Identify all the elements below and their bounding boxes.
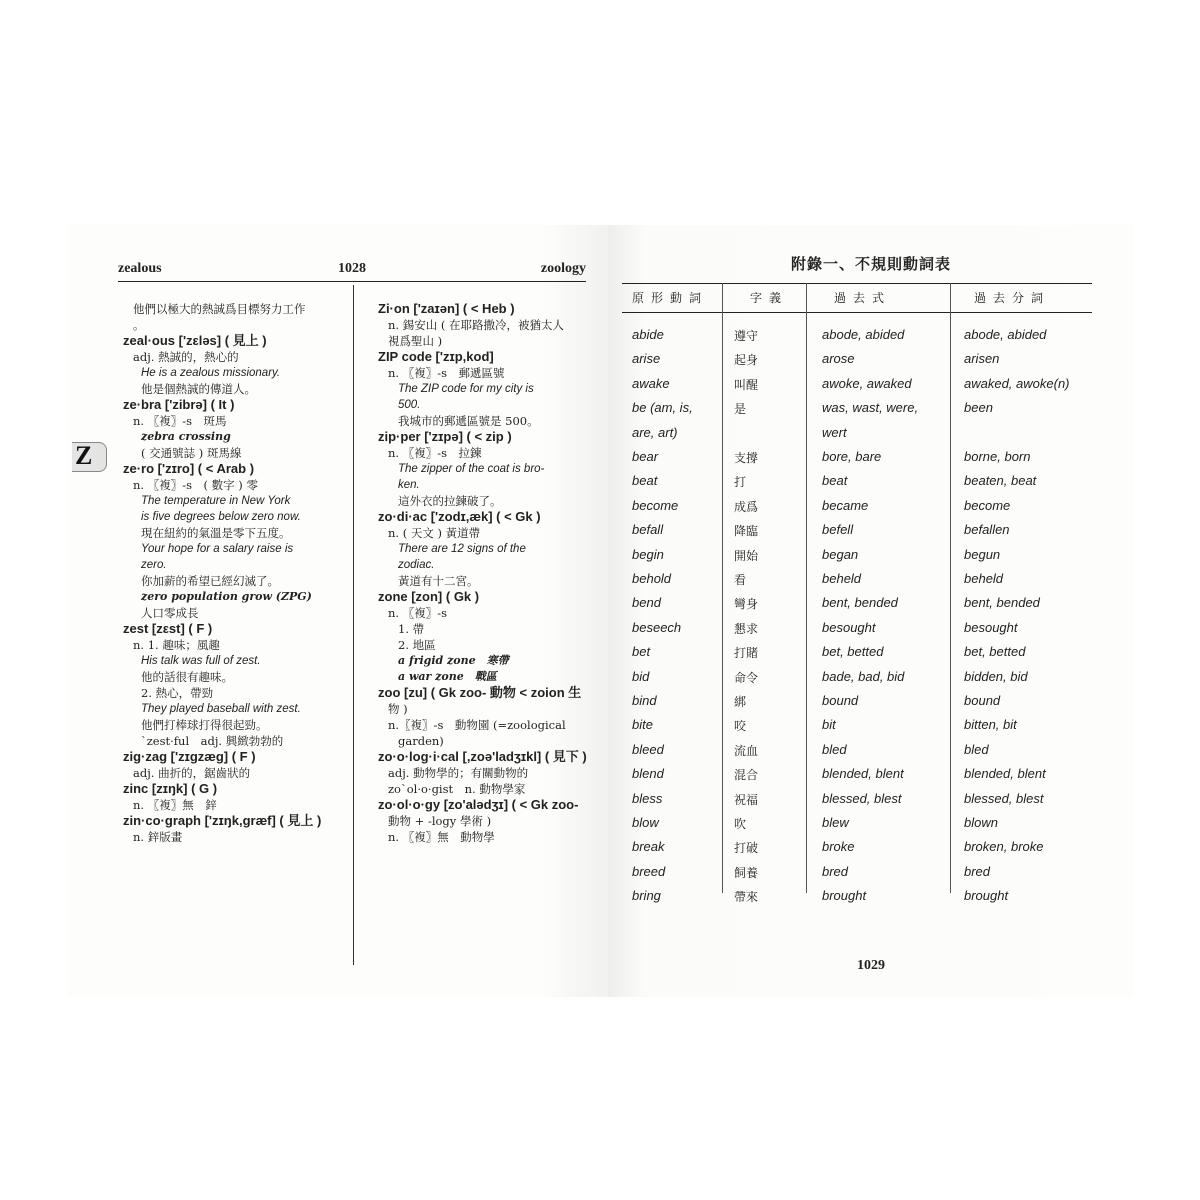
entry-headword: zinc [zɪŋk] ( G ) — [123, 781, 218, 796]
past-tense-cell: was, wast, were, — [822, 400, 919, 416]
past-participle-cell: bitten, bit — [964, 717, 1017, 733]
table-header — [622, 283, 1092, 313]
column-rule — [722, 283, 723, 893]
base-form-cell: beseech — [632, 619, 682, 635]
entry-line: n. 〖複〗無 鋅 — [133, 798, 217, 812]
past-participle-cell: awaked, awoke(n) — [964, 375, 1070, 391]
left-page-number: 1028 — [338, 261, 366, 276]
entry-line: n.〖複〗-s 動物園 (=zoological — [388, 718, 566, 732]
entry-line: 1. 帶 — [398, 622, 425, 636]
entry-line: 他的話很有趣味。 — [141, 670, 233, 684]
entry-line: n. 〖複〗-s 斑馬 — [133, 414, 227, 428]
base-form-cell: bleed — [632, 741, 664, 757]
entry-line: 500. — [398, 399, 421, 411]
past-tense-cell: broke — [822, 839, 855, 855]
base-form-cell: be (am, is, — [632, 400, 693, 416]
base-form-cell: blow — [632, 815, 659, 830]
entry-line: n. ( 天文 ) 黃道帶 — [388, 526, 481, 540]
entry-line: 視爲聖山 ) — [388, 334, 443, 348]
base-form-cell: begin — [632, 546, 664, 562]
entry-line: n. 〖複〗-s 郵遞區號 — [388, 366, 505, 380]
running-head-first-word: zealous — [118, 261, 162, 276]
past-participle-cell: broken, broke — [964, 839, 1044, 855]
entry-line: adj. 熱誠的，熱心的 — [133, 350, 239, 364]
entry-line: 動物 + -logy 學術 ) — [388, 814, 492, 828]
running-head-last-word: zoology — [540, 261, 586, 276]
base-form-cell: beat — [632, 473, 658, 489]
entry-headword: zip·per ['zɪpə] ( < zip ) — [378, 429, 512, 444]
past-participle-cell: bred — [964, 863, 991, 879]
entry-line: 我城市的郵遞區號是 500。 — [398, 414, 539, 428]
past-participle-cell: borne, born — [964, 449, 1031, 464]
base-form-cell: behold — [632, 571, 672, 586]
base-form-cell: bring — [632, 888, 661, 904]
past-tense-cell: wert — [822, 424, 847, 440]
base-form-cell: befall — [632, 522, 664, 538]
meaning-cell: 成爲 — [734, 499, 759, 514]
entry-line: garden) — [398, 734, 444, 748]
past-participle-cell: blended, blent — [964, 766, 1046, 782]
entry-line: zebra crossing — [141, 430, 231, 443]
letter-thumb-tab — [72, 442, 107, 472]
meaning-cell: 支撐 — [734, 451, 759, 465]
meaning-cell: 祝福 — [734, 792, 759, 807]
base-form-cell: abide — [632, 327, 664, 342]
entry-line: ken. — [398, 479, 420, 491]
meaning-cell: 命令 — [734, 670, 759, 685]
open-book — [68, 225, 1134, 997]
base-form-cell: bless — [632, 790, 663, 806]
entry-headword: zoo [zu] ( Gk zoo- 動物 < zoion 生 — [378, 685, 582, 700]
past-tense-cell: bore, bare — [822, 449, 882, 464]
entry-line: zero population grow (ZPG) — [141, 590, 312, 603]
past-participle-cell: beaten, beat — [964, 473, 1037, 489]
past-participle-cell: brought — [964, 888, 1009, 904]
past-tense-cell: abode, abided — [822, 327, 905, 342]
entry-line: zodiac. — [398, 559, 435, 571]
entry-line: n. 錫安山 ( 在耶路撒冷，被猶太人 — [388, 318, 565, 332]
meaning-cell: 飼養 — [734, 865, 759, 880]
past-participle-cell: become — [964, 497, 1011, 513]
entry-headword: zest [zεst] ( F ) — [123, 621, 213, 636]
base-form-cell: bet — [632, 644, 651, 660]
past-tense-cell: brought — [822, 888, 867, 904]
entry-headword: ze·ro ['zɪro] ( < Arab ) — [123, 461, 255, 476]
base-form-cell: are, art) — [632, 424, 678, 440]
left-page — [68, 225, 609, 997]
entry-line: n. 1. 趣味；風趣 — [133, 638, 220, 652]
base-form-cell: break — [632, 839, 665, 855]
past-participle-cell: begun — [964, 546, 1001, 562]
past-tense-cell: bent, bended — [822, 595, 898, 611]
past-tense-cell: arose — [822, 351, 855, 367]
meaning-cell: 叫醒 — [734, 377, 759, 392]
meaning-cell: 降臨 — [734, 524, 759, 539]
past-participle-cell: befallen — [964, 522, 1010, 538]
past-tense-cell: blessed, blest — [822, 790, 902, 806]
meaning-cell: 帶來 — [734, 890, 759, 905]
entry-headword: Zi·on ['zaɪən] ( < Heb ) — [378, 301, 515, 316]
base-form-cell: bear — [632, 449, 659, 464]
right-page-number: 1029 — [857, 958, 885, 973]
meaning-cell: 打破 — [734, 841, 759, 856]
entry-line: 他們打棒球打得很起勁。 — [141, 718, 268, 732]
entry-line: There are 12 signs of the — [398, 543, 526, 555]
base-form-cell: arise — [632, 351, 661, 367]
entry-line: They played baseball with zest. — [141, 703, 301, 715]
past-participle-cell: blessed, blest — [964, 790, 1044, 806]
irregular-verb-table — [622, 283, 1092, 905]
header-base-form: 原形動詞 — [632, 291, 709, 305]
past-tense-cell: blew — [822, 815, 849, 830]
past-tense-cell: beheld — [822, 571, 862, 586]
past-participle-cell: besought — [964, 619, 1018, 635]
meaning-cell: 起身 — [734, 353, 759, 368]
past-tense-cell: bred — [822, 863, 849, 879]
past-tense-cell: began — [822, 546, 859, 562]
past-participle-cell: bidden, bid — [964, 668, 1028, 684]
entry-headword: ze·bra ['zibrə] ( It ) — [123, 397, 235, 412]
entry-line: The zipper of the coat is bro- — [398, 463, 545, 475]
past-participle-cell: bent, bended — [964, 595, 1040, 611]
entry-line: 他是個熱誠的傳道人。 — [141, 382, 256, 396]
meaning-cell: 開始 — [734, 548, 759, 563]
entry-line: 黃道有十二宮。 — [398, 574, 479, 588]
entry-line: 現在紐約的氣溫是零下五度。 — [141, 526, 291, 540]
entry-headword: ZIP code ['zɪp,kod] — [378, 349, 494, 364]
past-participle-cell: arisen — [964, 351, 1000, 367]
past-tense-cell: bit — [822, 717, 836, 733]
past-participle-cell: beheld — [964, 571, 1004, 586]
entry-line: 2. 地區 — [398, 638, 436, 652]
past-tense-cell: befell — [822, 522, 854, 538]
entry-headword: zo·o·log·i·cal [,zoə'ladʒɪkl] ( 見下 ) — [378, 749, 587, 764]
meaning-cell: 打 — [734, 475, 747, 490]
past-participle-cell: bled — [964, 741, 989, 757]
base-form-cell: awake — [632, 375, 670, 391]
entry-line: adj. 動物學的；有關動物的 — [388, 766, 529, 780]
past-participle-cell: bet, betted — [964, 644, 1026, 660]
right-page — [608, 225, 1134, 997]
entry-headword: zo·di·ac ['zodɪ,æk] ( < Gk ) — [378, 509, 541, 524]
meaning-cell: 看 — [734, 573, 747, 587]
past-tense-cell: besought — [822, 619, 876, 635]
entry-line: is five degrees below zero now. — [141, 511, 301, 523]
entry-headword: zin·co·graph ['zɪŋk,græf] ( 見上 ) — [123, 813, 322, 828]
meaning-cell: 流血 — [734, 743, 759, 758]
column-rule — [806, 283, 807, 893]
entry-line: a frigid zone 寒帶 — [398, 654, 509, 667]
entry-headword: zeal·ous ['zεləs] ( 見上 ) — [123, 333, 267, 348]
base-form-cell: breed — [632, 863, 666, 879]
entry-line: The ZIP code for my city is — [398, 383, 534, 395]
entry-line: ( 交通號誌 ) 斑馬線 — [141, 446, 242, 460]
base-form-cell: bind — [632, 693, 657, 708]
base-form-cell: blend — [632, 766, 664, 782]
entry-headword: zone [zon] ( Gk ) — [378, 589, 480, 604]
column-divider — [353, 285, 354, 965]
entry-line: Your hope for a salary raise is — [141, 543, 294, 555]
entry-line: 人口零成長 — [141, 606, 199, 620]
base-form-cell: become — [632, 497, 679, 513]
entry-line: 他們以極大的熱誠爲目標努力工作 — [133, 302, 306, 316]
past-tense-cell: became — [822, 497, 869, 513]
past-tense-cell: bled — [822, 741, 847, 757]
entry-line: n. 鋅版畫 — [133, 830, 183, 844]
meaning-cell: 打賭 — [734, 646, 759, 661]
dictionary-column-2 — [378, 301, 588, 845]
entry-line: His talk was full of zest. — [141, 655, 261, 667]
entry-line: n. 〖複〗-s 拉鍊 — [388, 446, 482, 460]
entry-line: He is a zealous missionary. — [141, 367, 281, 379]
entry-line: n. 〖複〗-s ( 數字 ) 零 — [133, 478, 258, 492]
entry-line: n. 〖複〗-s — [388, 606, 448, 620]
meaning-cell: 綁 — [734, 695, 747, 709]
header-past-tense: 過去式 — [834, 291, 892, 305]
entry-line: The temperature in New York — [141, 495, 291, 507]
thumb-tab-letter: Z — [75, 441, 93, 470]
running-head — [118, 261, 586, 282]
past-participle-cell: bound — [964, 693, 1001, 708]
past-participle-cell: been — [964, 400, 993, 416]
past-participle-cell: abode, abided — [964, 327, 1047, 342]
meaning-cell: 吹 — [734, 817, 747, 831]
header-meaning: 字義 — [750, 291, 789, 305]
appendix-title: 附錄一、不規則動詞表 — [790, 255, 951, 273]
entry-line: n. 〖複〗無 動物學 — [388, 830, 495, 844]
meaning-cell: 遵守 — [734, 329, 759, 343]
entry-line: 2. 熱心，帶勁 — [141, 686, 214, 700]
past-tense-cell: bade, bad, bid — [822, 668, 905, 684]
past-tense-cell: bound — [822, 693, 859, 708]
past-participle-cell: blown — [964, 815, 998, 830]
meaning-cell: 是 — [734, 402, 747, 417]
entry-line: a war zone 戰區 — [398, 670, 497, 683]
entry-line: `zest·ful adj. 興緻勃勃的 — [141, 734, 284, 748]
column-rule — [950, 283, 951, 893]
meaning-cell: 懇求 — [734, 621, 759, 636]
entry-line: zero. — [141, 559, 167, 571]
entry-headword: zig·zag ['zɪgzæg] ( F ) — [123, 749, 256, 764]
meaning-cell: 咬 — [734, 719, 747, 734]
entry-line: 。 — [133, 318, 145, 332]
entry-line: 這外衣的拉鍊破了。 — [398, 494, 502, 508]
dictionary-column-1 — [123, 301, 348, 845]
base-form-cell: bid — [632, 668, 650, 684]
base-form-cell: bend — [632, 595, 661, 611]
entry-line: adj. 曲折的，鋸齒狀的 — [133, 766, 251, 780]
header-past-participle: 過去分詞 — [974, 291, 1051, 305]
past-tense-cell: bet, betted — [822, 644, 884, 660]
entry-headword: zo·ol·o·gy [zo'alədʒɪ] ( < Gk zoo- — [378, 797, 579, 812]
meaning-cell: 混合 — [734, 768, 759, 783]
base-form-cell: bite — [632, 717, 653, 733]
meaning-cell: 彎身 — [734, 597, 759, 612]
past-tense-cell: blended, blent — [822, 766, 904, 782]
past-tense-cell: awoke, awaked — [822, 375, 912, 391]
entry-line: 物 ) — [388, 702, 408, 716]
entry-line: 你加薪的希望已經幻滅了。 — [141, 574, 279, 588]
past-tense-cell: beat — [822, 473, 848, 489]
entry-line: zo`ol·o·gist n. 動物學家 — [388, 782, 526, 796]
